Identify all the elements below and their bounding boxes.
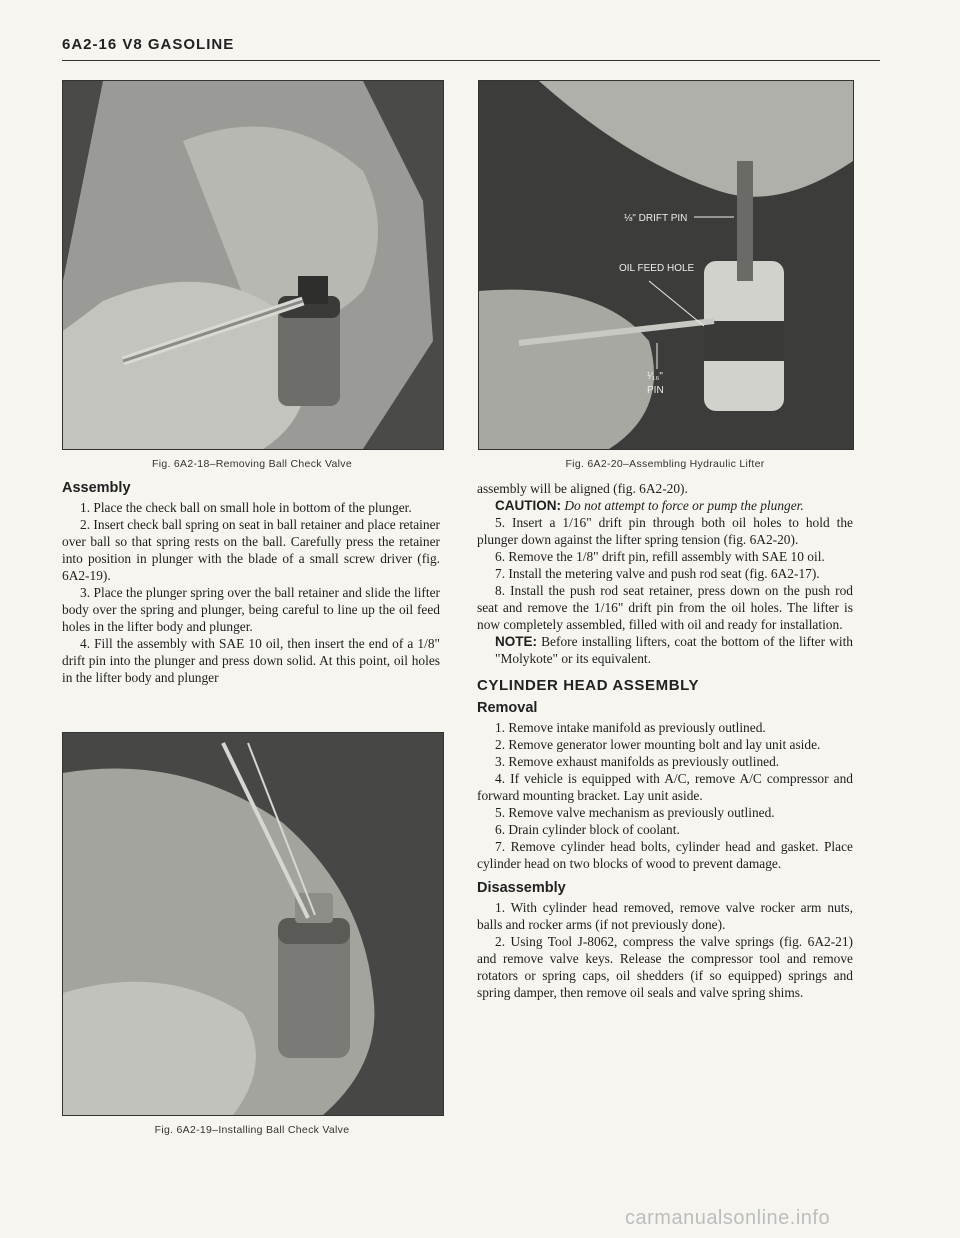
note-block (477, 633, 853, 667)
assembly-step-4: 4. Fill the assembly with SAE 10 oil, then insert the end of a 1/8" drift pin into the plunger and press down solid. At this point, oil holes in the lifter body and plunger (62, 636, 440, 685)
photo-installing-ball-check-valve (62, 732, 444, 1116)
header-rule (62, 60, 880, 61)
caption-fig-19: Fig. 6A2-19–Installing Ball Check Valve (154, 1124, 350, 1136)
assembly-step-7: 7. Install the metering valve and push rod seat (fig. 6A2-17). (495, 566, 820, 581)
assembly-step-3: 3. Place the plunger spring over the ball retainer and slide the lifter body over the spring and plunger, being careful to line up the oil feed holes in the lifter body and plunger. (62, 585, 440, 634)
photo-removing-ball-check-valve (62, 80, 444, 450)
caution-text: Do not attempt to force or pump the plunger. (564, 498, 804, 513)
note-label: NOTE: (495, 634, 537, 649)
watermark: carmanualsonline.info (625, 1207, 831, 1229)
right-column (477, 480, 853, 1001)
removal-step-4: 4. If vehicle is equipped with A/C, remove A/C compressor and forward mounting bracket. Lay unit aside. (477, 771, 853, 803)
label-drift-pin: ⅛" DRIFT PIN (624, 213, 688, 224)
disassembly-step-1: 1. With cylinder head removed, remove valve rocker arm nuts, balls and rocker arms (if not previously done). (477, 900, 853, 932)
assembly-step-2: 2. Insert check ball spring on seat in ball retainer and place retainer over ball so that spring rests on the ball. Carefully press the retainer into position in plunger with the blade of a small screw driver (fig. 6A2-19). (62, 517, 440, 583)
removal-heading: Removal (477, 700, 538, 716)
caption-fig-20: Fig. 6A2-20–Assembling Hydraulic Lifter (565, 458, 765, 470)
photo-assembling-hydraulic-lifter (478, 80, 854, 450)
label-oil-feed-hole: OIL FEED HOLE (619, 263, 695, 274)
page-header: 6A2-16 V8 GASOLINE (62, 36, 235, 53)
removal-step-6: 6. Drain cylinder block of coolant. (495, 822, 680, 837)
assembly-step-5: 5. Insert a 1/16" drift pin through both oil holes to hold the plunger down against the lifter spring tension (fig. 6A2-20). (477, 515, 853, 547)
section-heading-cylinder-head: CYLINDER HEAD ASSEMBLY (477, 677, 700, 694)
disassembly-step-2: 2. Using Tool J-8062, compress the valve springs (fig. 6A2-21) and remove valve keys. Release the compressor tool and remove rotators or spring caps, oil shedders (if so equipped) springs and spring damper, then remove oil seals and valve spring shims. (477, 934, 853, 1000)
assembly-step-1: 1. Place the check ball on small hole in bottom of the plunger. (80, 500, 412, 515)
assembly-step-6: 6. Remove the 1/8" drift pin, refill assembly with SAE 10 oil. (495, 549, 825, 564)
removal-step-2: 2. Remove generator lower mounting bolt and lay unit aside. (495, 737, 821, 752)
label-pin-size: ¹⁄₁₆" (647, 371, 663, 382)
caution-label: CAUTION: (495, 498, 561, 513)
note-text: Before installing lifters, coat the bottom of the lifter with "Molykote" or its equivalent. (495, 634, 853, 666)
caution-block (477, 497, 853, 514)
disassembly-heading: Disassembly (477, 880, 566, 896)
left-column (62, 480, 440, 686)
label-pin: PIN (647, 385, 664, 396)
continued-text: assembly will be aligned (fig. 6A2-20). (477, 481, 688, 496)
removal-step-3: 3. Remove exhaust manifolds as previously outlined. (495, 754, 780, 769)
caption-fig-18: Fig. 6A2-18–Removing Ball Check Valve (152, 458, 352, 470)
assembly-heading: Assembly (62, 480, 131, 496)
assembly-step-8: 8. Install the push rod seat retainer, press down on the push rod seat and remove the 1/16" drift pin from the oil holes. The lifter is now completely assembled, filled with oil and ready for installation. (477, 583, 853, 632)
removal-step-5: 5. Remove valve mechanism as previously outlined. (495, 805, 775, 820)
removal-step-1: 1. Remove intake manifold as previously outlined. (495, 720, 766, 735)
removal-step-7: 7. Remove cylinder head bolts, cylinder head and gasket. Place cylinder head on two blocks of wood to prevent damage. (477, 839, 853, 871)
